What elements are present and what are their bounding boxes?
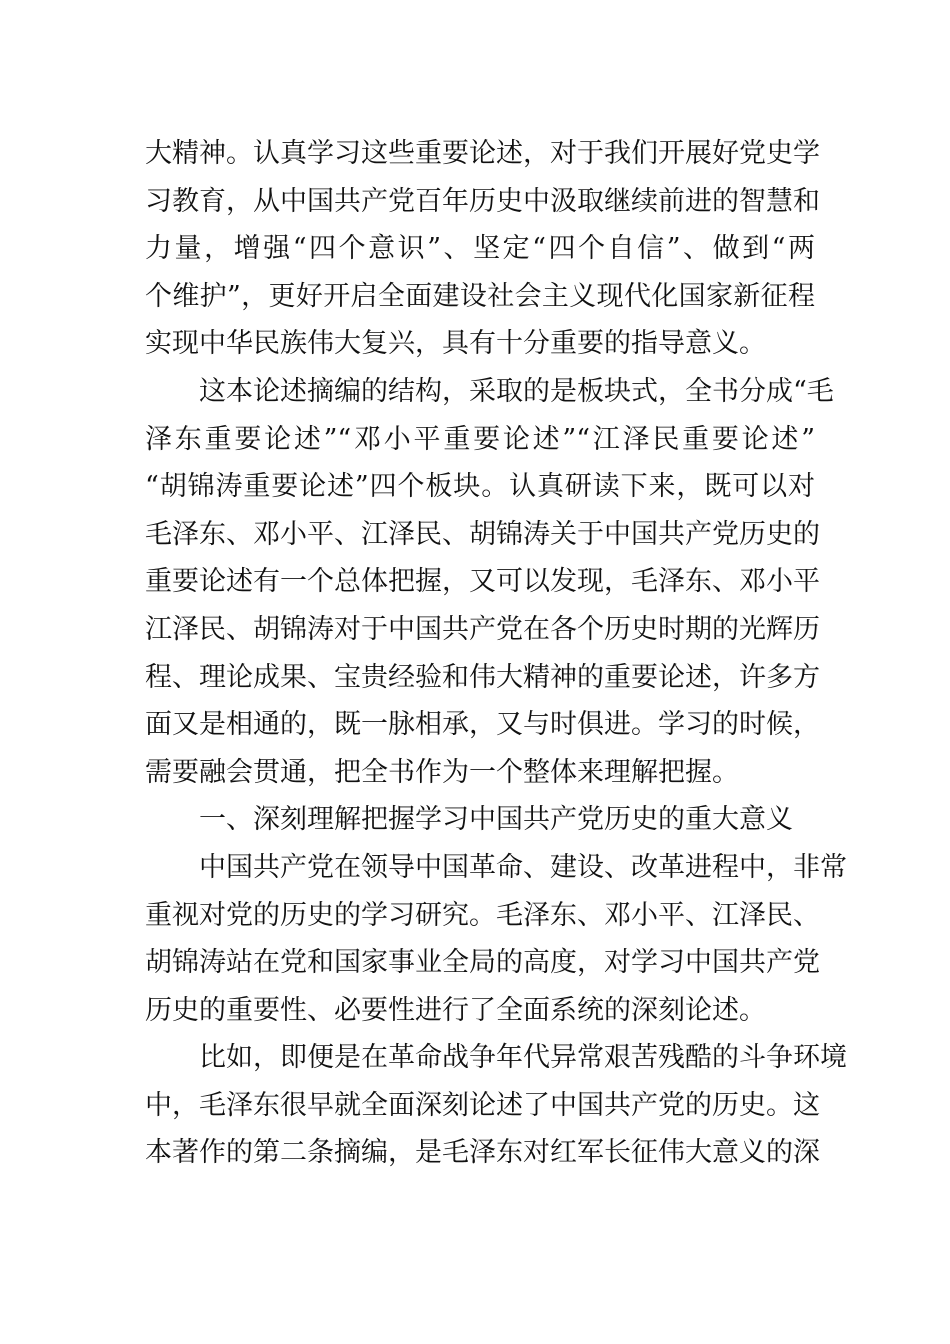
text-line: 重视对党的历史的学习研究。毛泽东、邓小平、江泽民、 xyxy=(145,899,820,931)
text-line: 本著作的第二条摘编，是毛泽东对红军长征伟大意义的深 xyxy=(145,1137,820,1169)
text-line: 重要论述有一个总体把握，又可以发现，毛泽东、邓小平 xyxy=(145,566,820,598)
text-line: 面又是相通的，既一脉相承，又与时俱进。学习的时候， xyxy=(145,709,820,741)
text-line: 个维护”，更好开启全面建设社会主义现代化国家新征程 xyxy=(145,280,815,312)
body-text xyxy=(145,130,847,1177)
text-line: 大精神。认真学习这些重要论述，对于我们开展好党史学 xyxy=(145,138,820,169)
text-line: 实现中华民族伟大复兴，具有十分重要的指导意义。 xyxy=(145,328,766,360)
text-line: 胡锦涛站在党和国家事业全局的高度，对学习中国共产党 xyxy=(145,947,820,979)
text-line: 习教育，从中国共产党百年历史中汲取继续前进的智慧和 xyxy=(145,185,820,217)
paragraph-start-line: 中国共产党在领导中国革命、建设、改革进程中，非常 xyxy=(199,851,847,883)
text-line: 江泽民、胡锦涛对于中国共产党在各个历史时期的光辉历 xyxy=(145,613,820,645)
text-line: 泽东重要论述”“邓小平重要论述”“江泽民重要论述” xyxy=(145,423,815,455)
text-line: 历史的重要性、必要性进行了全面系统的深刻论述。 xyxy=(145,994,766,1026)
paragraph-start-line: 比如，即便是在革命战争年代异常艰苦残酷的斗争环境 xyxy=(199,1042,847,1074)
text-line: 力量，增强“四个意识”、坚定“四个自信”、做到“两 xyxy=(145,233,815,265)
paragraph-start-line: 这本论述摘编的结构，采取的是板块式，全书分成“毛 xyxy=(199,375,834,407)
text-line: “胡锦涛重要论述”四个板块。认真研读下来，既可以对 xyxy=(145,471,815,503)
section-heading: 一、深刻理解把握学习中国共产党历史的重大意义 xyxy=(199,804,793,836)
text-line: 中，毛泽东很早就全面深刻论述了中国共产党的历史。这 xyxy=(145,1089,820,1121)
text-line: 需要融会贯通，把全书作为一个整体来理解把握。 xyxy=(145,756,739,788)
text-line: 毛泽东、邓小平、江泽民、胡锦涛关于中国共产党历史的 xyxy=(145,518,820,550)
text-line: 程、理论成果、宝贵经验和伟大精神的重要论述，许多方 xyxy=(145,661,820,693)
